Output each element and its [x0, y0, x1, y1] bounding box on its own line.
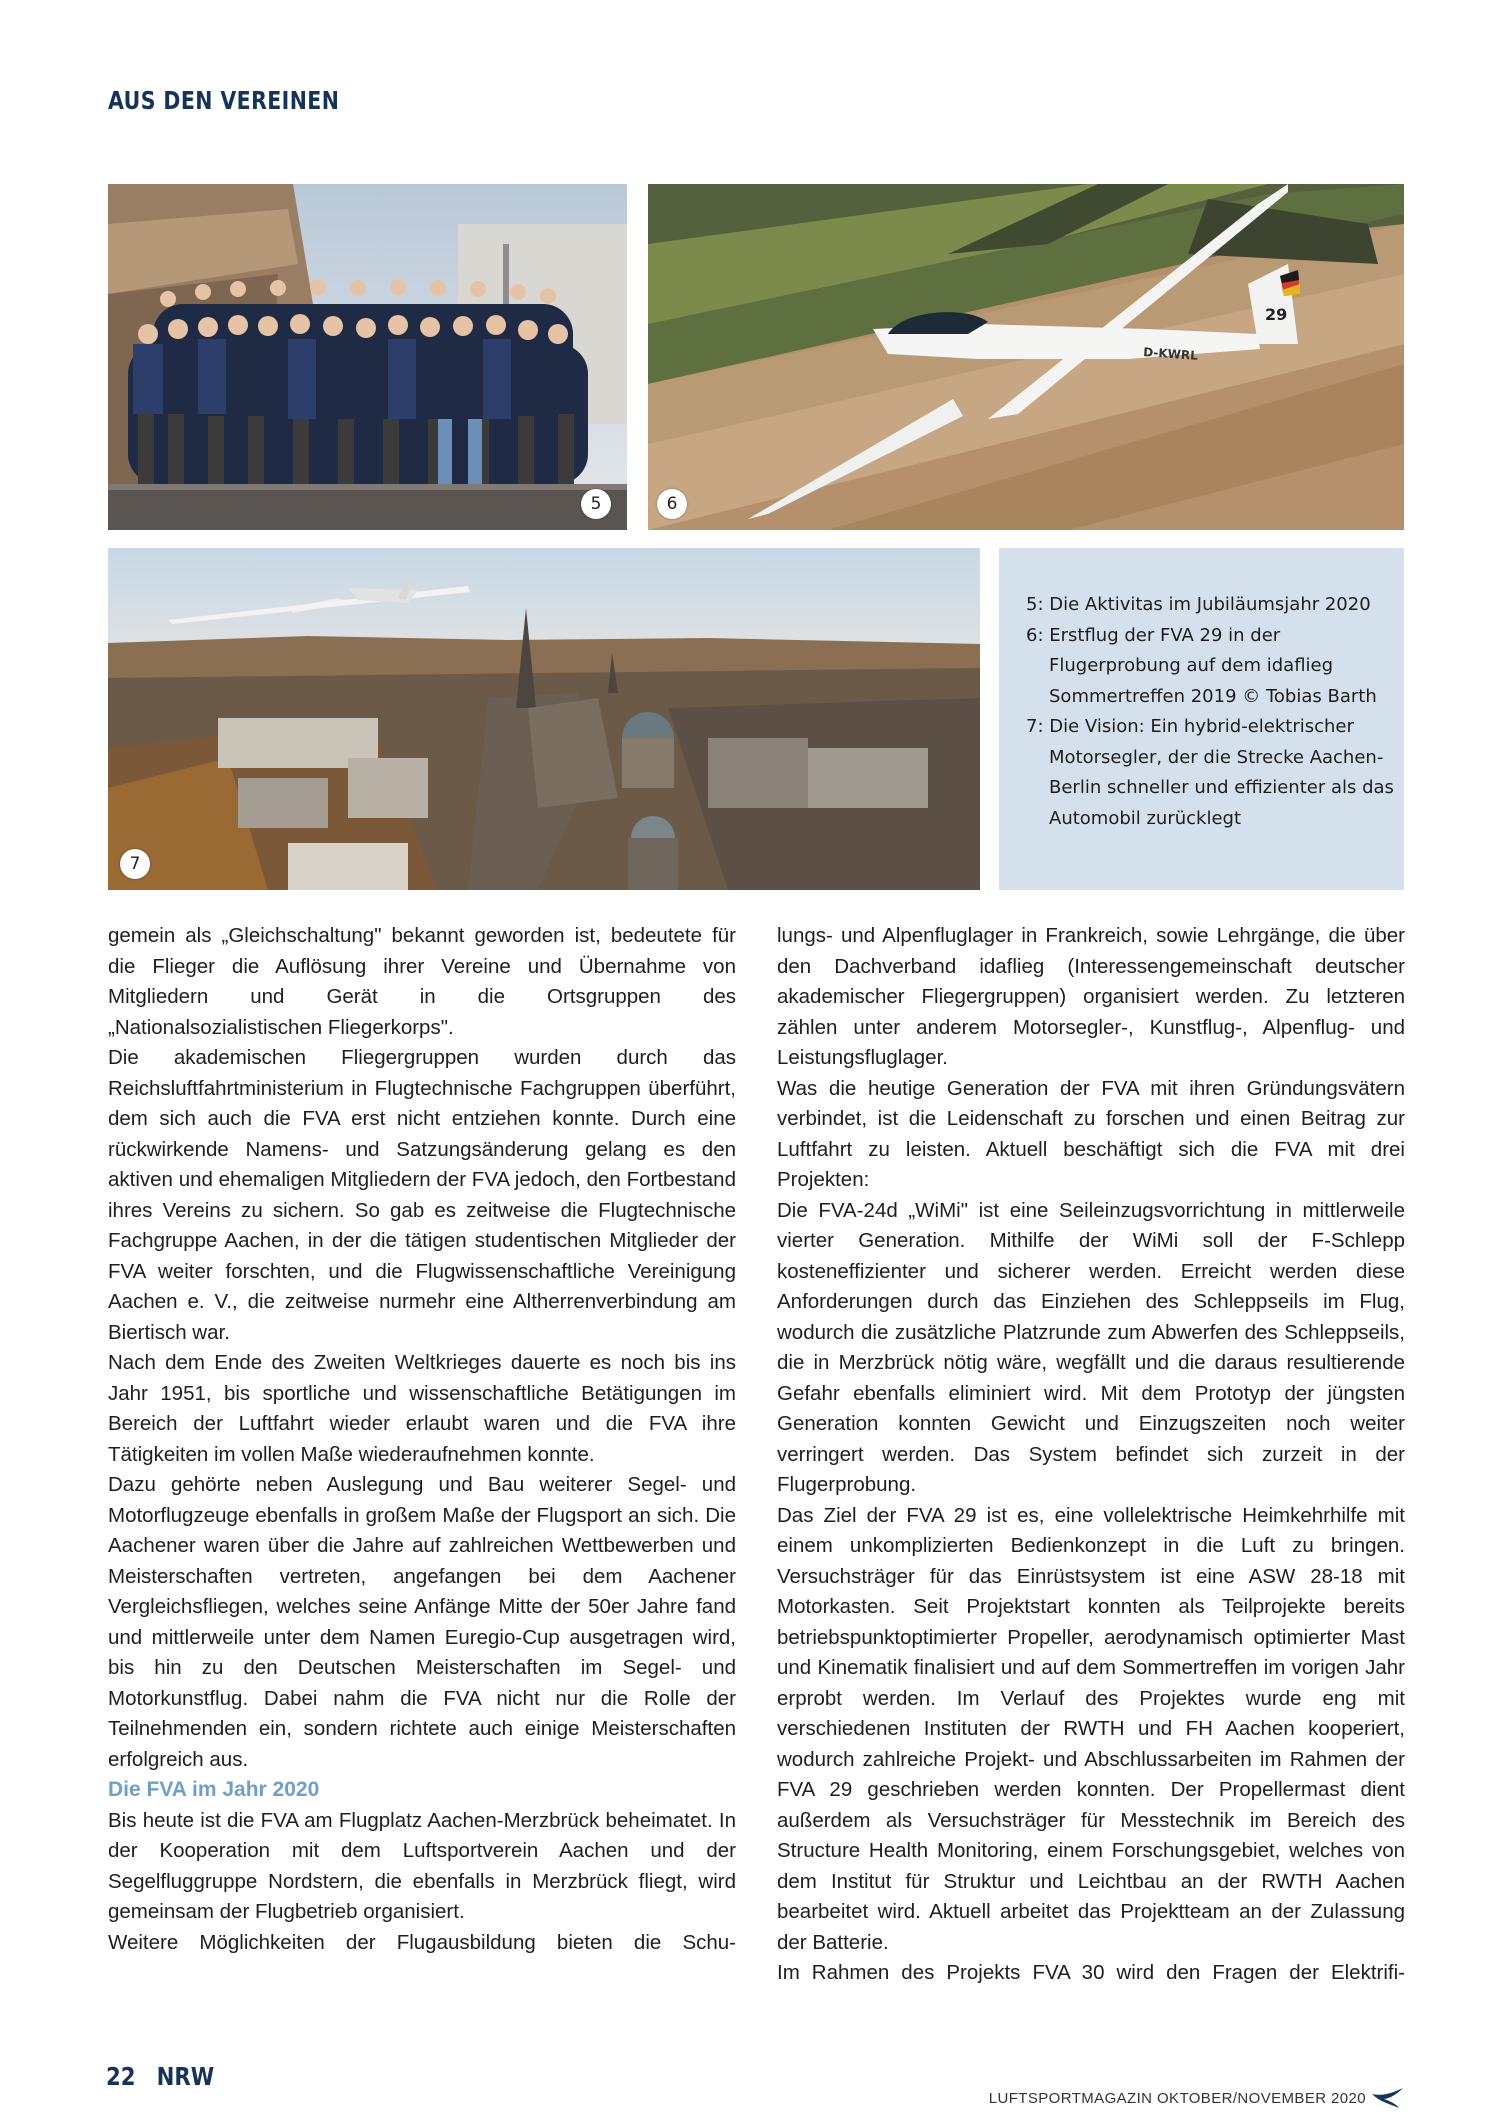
caption-item: 5: Die Aktivitas im Jubiläumsjahr 2020 [1026, 594, 1371, 615]
caption-box [999, 548, 1404, 890]
paragraph: Im Rahmen des Projekts FVA 30 wird den Fragen der Elektrifi- [777, 1961, 1405, 1984]
paragraph: Was die heutige Generation der FVA mit ihren Gründungsvätern verbindet, ist die Leidenschaft zu forschen und einen Beitrag zur Luftfahrt zu leisten. Aktuell beschäftigt sich die FVA mit drei Projekten: [777, 1076, 1405, 1191]
paragraph: Dazu gehörte neben Auslegung und Bau weiterer Segel- und Motorflugzeuge ebenfalls in großem Maße der Flugsport an sich. Die Aachener waren über die Jahre auf zahlreichen Wettbewerben und Meisterschaften vertreten, angefangen bei dem Aachener Vergleichsfliegen, welches seine Anfänge Mitte der 50er Jahre fand und mittlerweile unter dem Namen Euregio-Cup ausgetragen wird, bis hin zu den Deutschen Meisterschaften im Segel- und Motorkunstflug. Dabei nahm die FVA nicht nur die Rolle der Teilnehmenden ein, sondern richtete auch einige Meisterschaften erfolgreich aus. [108, 1473, 736, 1771]
paragraph: Weitere Möglichkeiten der Flugausbildung bieten die Schu- [108, 1930, 736, 1954]
footer-page-info [106, 2062, 228, 2091]
photo-glider-flight [648, 184, 1404, 530]
photo-group [108, 184, 627, 530]
paragraph: lungs- und Alpenfluglager in Frankreich, sowie Lehrgänge, die über den Dachverband idaflieg (Interessengemeinschaft deutscher akademischer Fliegergruppen) organisiert werden. Zu letzteren zählen unter anderem Motorsegler-, Kunstflug-, Alpenflug- und Leistungsfluglager. [777, 924, 1405, 1069]
paragraph: Das Ziel der FVA 29 ist es, eine vollelektrische Heimkehrhilfe mit einem unkomplizierten Bedienkonzept in die Luft zu bringen. Versuchsträger für das Einrüstsystem ist eine ASW 28-18 mit Motorkasten. Seit Projektstart konnten als Teilprojekte bereits betriebspunktoptimierter Propeller, aerodynamisch optimierter Mast und Kinematik finalisiert und auf dem Sommertreffen im vorigen Jahr erprobt werden. Im Verlauf des Projektes wurde eng mit verschiedenen Instituten der RWTH und FH Aachen kooperiert, wodurch zahlreiche Projekt- und Abschlussarbeiten im Rahmen der FVA 29 geschrieben werden konnten. Der Propellermast dient außerdem als Versuchsträger für Messtechnik im Bereich des Structure Health Monitoring, einem Forschungsgebiet, welches von dem Institut für Struktur und Leichtbau an der RWTH Aachen bearbeitet wird. Aktuell arbeitet das Projektteam an der Zulassung der Batterie. [777, 1503, 1405, 1954]
photo-badge-7: 7 [120, 849, 150, 879]
photo-badge-5: 5 [581, 489, 611, 519]
caption-item: 7: Die Vision: Ein hybrid-elektrischer Motorsegler, der die Strecke Aachen-Berlin schneller und effizienter als das Automobil zurücklegt [1026, 716, 1394, 829]
section-label: AUS DEN VEREINEN [108, 86, 340, 115]
swallow-logo-icon [1372, 2088, 1404, 2108]
paragraph: Die FVA-24d „WiMi" ist eine Seileinzugsvorrichtung in mittlerweile vierter Generation. Mithilfe der WiMi soll der F-Schlepp kosteneffizienter und sicherer werden. Erreicht werden diese Anforderungen durch das Einziehen des Schleppseils im Flug, wodurch die zusätzliche Platzrunde zum Abwerfen des Schleppseils, die in Merzbrück nötig wäre, wegfällt und die daraus resultierende Gefahr ebenfalls eliminiert wird. Mit dem Prototyp der jüngsten Generation konnten Gewicht und Einzugszeiten noch weiter verringert werden. Das System befindet sich zurzeit in der Flugerprobung. [777, 1198, 1405, 1496]
glider-fin-number: 29 [1265, 305, 1288, 324]
paragraph: Die akademischen Fliegergruppen wurden durch das Reichsluftfahrtministerium in Flugtechnische Fachgruppen überführt, dem sich auch die FVA erst nicht entziehen konnte. Durch eine rückwirkende Namens- und Satzungsänderung gelang es den aktiven und ehemaligen Mitgliedern der FVA jedoch, den Fortbestand ihres Vereins zu sichern. So gab es zeitweise die Flugtechnische Fachgruppe Aachen, in der die tätigen studentischen Mitglieder der FVA weiter forschten, und die Flugwissenschaftliche Vereinigung Aachen e. V., die zeitweise nurmehr eine Altherrenverbindung am Biertisch war. [108, 1046, 736, 1344]
glider-registration: D-KWRL [1142, 345, 1199, 363]
magazine-title: LUFTSPORTMAGAZIN OKTOBER/NOVEMBER 2020 [988, 2090, 1366, 2107]
caption-list [1026, 590, 1396, 834]
photo-aachen-vision [108, 548, 980, 890]
paragraph: gemein als „Gleichschaltung" bekannt geworden ist, bedeutete für die Flieger die Auflösung ihrer Vereine und Übernahme von Mitgliedern und Gerät in die Ortsgruppen des „Nationalsozialistischen Fliegerkorps". [108, 924, 736, 1039]
paragraph: Nach dem Ende des Zweiten Weltkrieges dauerte es noch bis ins Jahr 1951, bis sportliche und wissenschaftliche Betätigungen im Bereich der Luftfahrt wieder erlaubt waren und die FVA ihre Tätigkeiten im vollen Maße wiederaufnehmen konnte. [108, 1351, 736, 1466]
region-label: NRW [156, 2062, 215, 2091]
article-column-left [108, 921, 736, 1958]
subheading: Die FVA im Jahr 2020 [108, 1778, 320, 1801]
article-column-right [777, 921, 1405, 1989]
paragraph: Bis heute ist die FVA am Flugplatz Aachen-Merzbrück beheimatet. In der Kooperation mit dem Luftsportverein Aachen und der Segelfluggruppe Nordstern, die ebenfalls in Merzbrück fliegt, wird gemeinsam der Flugbetrieb organisiert. [108, 1808, 736, 1923]
caption-item: 6: Erstflug der FVA 29 in der Flugerprobung auf dem idaflieg Sommertreffen 2019 © Tobias Barth [1026, 624, 1377, 707]
photo-badge-6: 6 [657, 489, 687, 519]
page-number: 22 [106, 2062, 136, 2091]
